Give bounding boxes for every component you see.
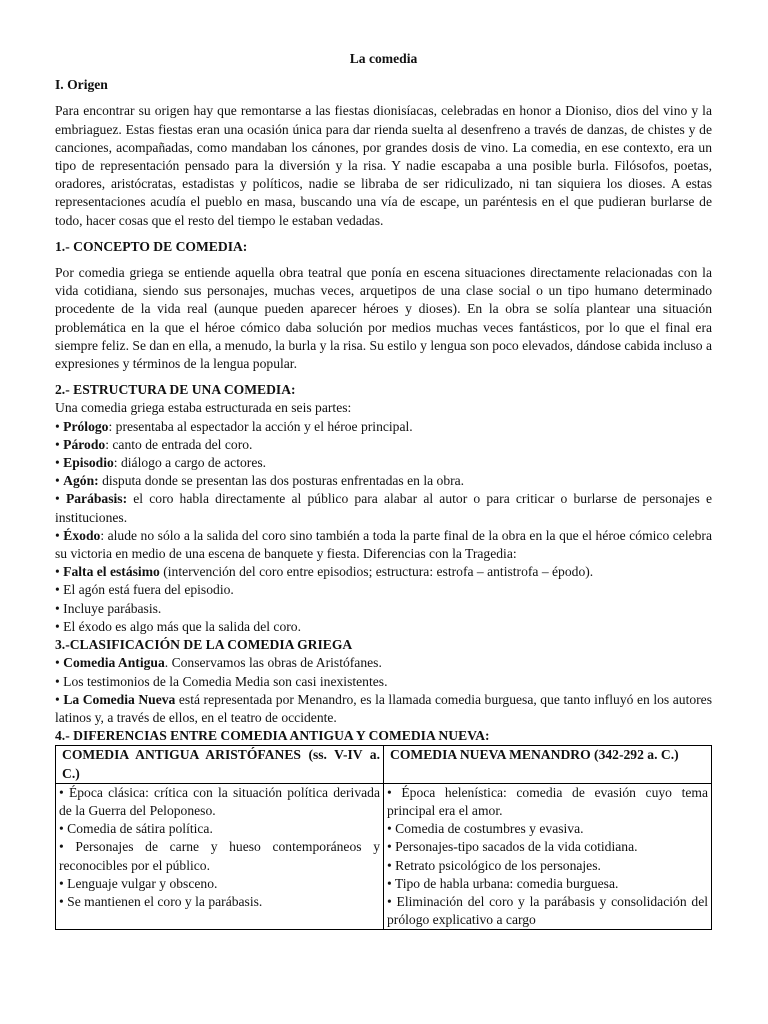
section-heading-clasificacion: 3.-CLASIFICACIÓN DE LA COMEDIA GRIEGA xyxy=(55,637,353,653)
table-cell-item: • Personajes-tipo sacados de la vida cotidiana. xyxy=(387,839,638,855)
section-heading-diferencias: 4.- DIFERENCIAS ENTRE COMEDIA ANTIGUA Y COMEDIA NUEVA: xyxy=(55,728,490,744)
table-cell-item: • Se mantienen el coro y la parábasis. xyxy=(59,893,263,909)
paragraph-origen: Para encontrar su origen hay que remontarse a las fiestas dionisíacas, celebradas en honor a Dioniso, dios del vino y la embriaguez. Estas fiestas eran una ocasión única para dar rienda suelta al desenfreno a través de danzas, de chistes y de canciones, acompañadas, como mandaban los cánones, por grandes dosis de vino. La comedia, en ese contexto, era un tipo de representación pensado para la diversión y la risa. Y nadie escapaba a una posible burla. Filósofos, poetas, oradores, aristócratas, estadistas y políticos, nadie se libraba de ser ridiculizado, ni tan siquiera los dioses. A estas representaciones acudía el pueblo en masa, buscando una vía de escape, un paréntesis en el que pudieran burlarse de todo, hacer cosas que el resto del tiempo le estaban vedadas. xyxy=(55,103,712,228)
bullet-glyph: • xyxy=(55,673,60,689)
list-item-term: La Comedia Nueva xyxy=(63,691,176,707)
table-cell-nueva xyxy=(384,783,712,930)
list-item-term: Agón: xyxy=(63,473,99,489)
clasificacion-list xyxy=(55,654,712,727)
list-item-text: está representada por Menandro, es la llamada comedia burguesa, que tanto influyó en los autores latinos y, a través de ellos, en el teatro de occidente. xyxy=(55,691,712,725)
table-cell-item: • Retrato psicológico de los personajes. xyxy=(387,857,601,873)
table-header-row xyxy=(56,746,712,783)
list-item-text: el coro habla directamente al público para alabar al autor o para criticar o burlarse de personajes e instituciones. xyxy=(55,491,712,525)
list-item-term: Parábasis: xyxy=(65,491,128,507)
list-item xyxy=(55,691,712,727)
list-item-term: Párodo xyxy=(63,436,106,452)
document-title: La comedia xyxy=(349,51,418,66)
list-item xyxy=(55,527,712,563)
list-item xyxy=(55,472,712,490)
list-item xyxy=(55,618,712,636)
list-item xyxy=(55,490,712,526)
bullet-glyph: • xyxy=(55,655,60,671)
list-item-term: Falta el estásimo xyxy=(63,564,160,580)
table-header-nueva: COMEDIA NUEVA MENANDRO (342-292 a. C.) xyxy=(384,746,712,783)
list-item xyxy=(55,673,712,691)
table-cell-item: • Época clásica: crítica con la situación política derivada de la Guerra del Peloponeso. xyxy=(59,784,380,818)
list-item-text: : presentaba al espectador la acción y el héroe principal. xyxy=(108,418,413,434)
list-item-text: (intervención del coro entre episodios; estructura: estrofa – antistrofa – épodo). xyxy=(159,564,594,580)
table-cell-item: • Lenguaje vulgar y obsceno. xyxy=(59,875,218,891)
list-item-term: Comedia Antigua xyxy=(63,655,165,671)
table-cell-item: • Tipo de habla urbana: comedia burguesa. xyxy=(387,875,619,891)
list-item xyxy=(55,563,712,581)
table-row xyxy=(56,783,712,930)
list-item-text: disputa donde se presentan las dos posturas enfrentadas en la obra. xyxy=(98,473,465,489)
bullet-glyph: • xyxy=(55,527,60,543)
list-item xyxy=(55,581,712,599)
list-item-text: Incluye parábasis. xyxy=(63,600,162,616)
list-item-text: . Conservamos las obras de Aristófanes. xyxy=(164,655,382,671)
table-header-antigua: COMEDIA ANTIGUA ARISTÓFANES (ss. V-IV a. C.) xyxy=(56,746,384,783)
bullet-glyph: • xyxy=(55,473,60,489)
section-heading-origen: I. Origen xyxy=(55,77,108,93)
list-item-text: : canto de entrada del coro. xyxy=(105,436,253,452)
list-item-term: Éxodo xyxy=(63,527,101,543)
table-cell-antigua xyxy=(56,783,384,930)
bullet-glyph: • xyxy=(55,618,60,634)
bullet-glyph: • xyxy=(55,491,60,507)
table-cell-item: • Personajes de carne y hueso contemporáneos y reconocibles por el público. xyxy=(59,839,380,873)
estructura-intro: Una comedia griega estaba estructurada en seis partes: xyxy=(55,400,352,416)
table-cell-item: • Eliminación del coro y la parábasis y consolidación del prólogo explicativo a cargo xyxy=(387,893,708,928)
list-item xyxy=(55,454,712,472)
list-item xyxy=(55,418,712,436)
bullet-glyph: • xyxy=(55,582,60,598)
bullet-glyph: • xyxy=(55,564,60,580)
list-item xyxy=(55,600,712,618)
list-item-text: : alude no sólo a la salida del coro sino también a toda la parte final de la obra en la que el héroe cómico celebra su victoria en medio de una escena de banquete y fiesta. Diferencias con la Tragedia: xyxy=(55,527,712,562)
list-item xyxy=(55,436,712,454)
estructura-list xyxy=(55,418,712,636)
paragraph-concepto: Por comedia griega se entiende aquella obra teatral que ponía en escena situaciones directamente relacionadas con la vida cotidiana, siendo sus personajes, muchas veces, arquetipos de una clase social o un tipo humano determinado procedente de la vida real (aunque pueden aparecer héroes y dioses). En la obra se solía plantear una situación problemática en la que el héroe cómico daba solución por medios muchas veces fantásticos, por lo que el final era siempre feliz. Se dan en ella, a menudo, la burla y la risa. Su estilo y lengua son poco elevados, dándose cabida incluso a expresiones y términos de la lengua popular. xyxy=(55,265,712,372)
list-item-term: Episodio xyxy=(63,455,114,471)
section-heading-concepto: 1.- CONCEPTO DE COMEDIA: xyxy=(55,238,248,254)
diferencias-table xyxy=(55,745,712,930)
section-heading-estructura: 2.- ESTRUCTURA DE UNA COMEDIA: xyxy=(55,382,296,398)
bullet-glyph: • xyxy=(55,691,60,707)
bullet-glyph: • xyxy=(55,418,60,434)
table-cell-item: • Comedia de costumbres y evasiva. xyxy=(387,821,584,837)
list-item-text: El éxodo es algo más que la salida del coro. xyxy=(63,618,301,634)
list-item xyxy=(55,654,712,672)
list-item-term: Prólogo xyxy=(63,418,109,434)
list-item-text: El agón está fuera del episodio. xyxy=(63,582,234,598)
table-cell-item: • Comedia de sátira política. xyxy=(59,821,213,837)
list-item-text: : diálogo a cargo de actores. xyxy=(113,455,267,471)
table-cell-item: • Época helenística: comedia de evasión cuyo tema principal era el amor. xyxy=(387,784,708,818)
list-item-text: Los testimonios de la Comedia Media son casi inexistentes. xyxy=(63,673,388,689)
bullet-glyph: • xyxy=(55,436,60,452)
bullet-glyph: • xyxy=(55,455,60,471)
bullet-glyph: • xyxy=(55,600,60,616)
